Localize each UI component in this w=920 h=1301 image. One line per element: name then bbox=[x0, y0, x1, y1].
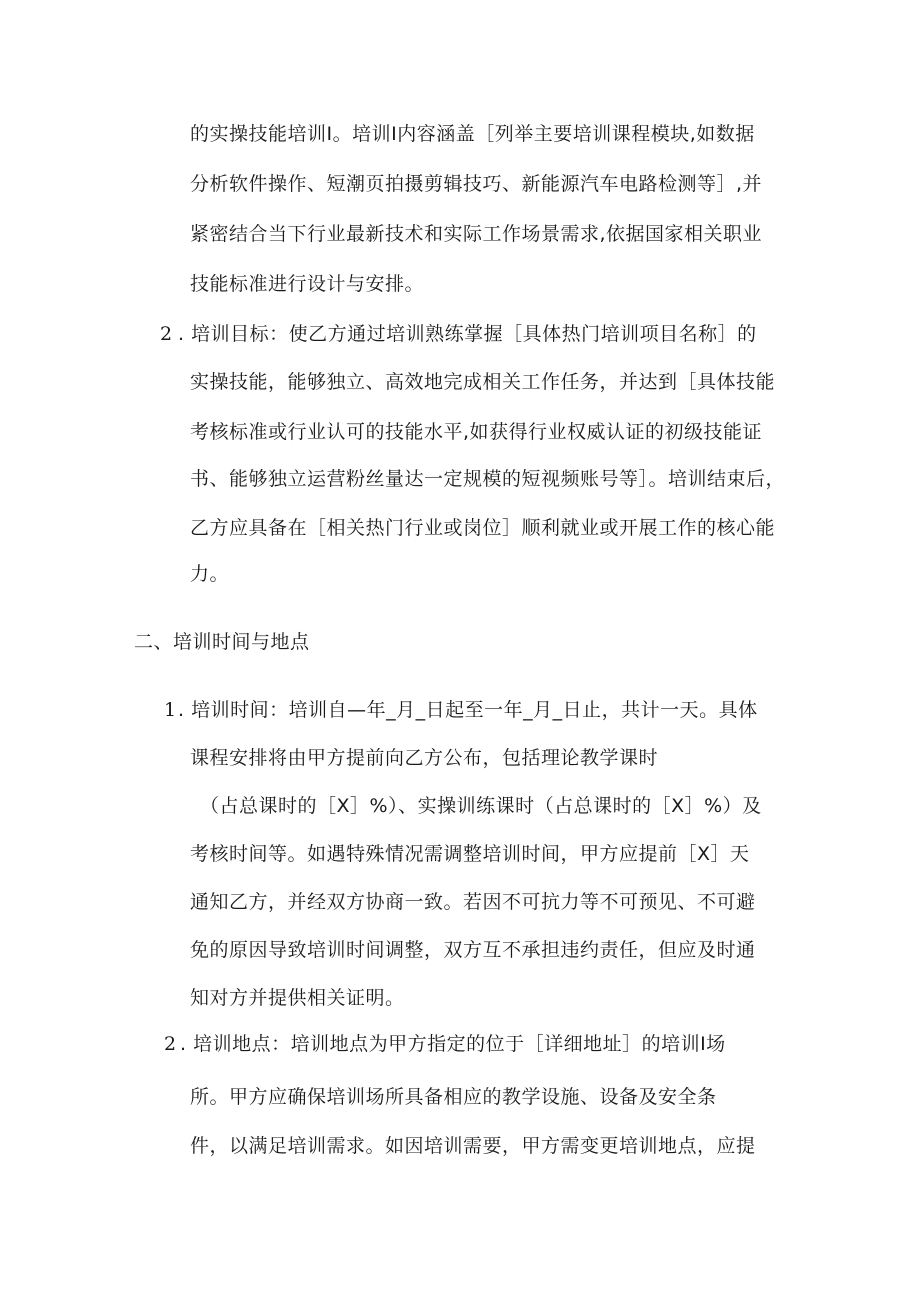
paragraph-line: . 培训时间：培训自—年_月_日起至一年_月_日止，共计一天。具体 bbox=[178, 699, 758, 721]
paragraph-line: 力。 bbox=[190, 563, 230, 585]
section-heading: 二、培训时间与地点 bbox=[134, 631, 310, 653]
paragraph-line: （占总课时的［X］%）、实操训练课时（占总课时的［X］%）及 bbox=[200, 795, 762, 817]
paragraph-line: 分析软件操作、短潮页拍摄剪辑技巧、新能源汽车电路检测等］,并 bbox=[190, 173, 763, 195]
paragraph-line: 考核标准或行业认可的技能水平,如获得行业权威认证的初级技能证 bbox=[190, 421, 763, 443]
paragraph-line: 的实操技能培训I。培训I内容涵盖［列举主要培训课程模块,如数据 bbox=[190, 123, 755, 145]
list-number: 2 bbox=[160, 323, 173, 345]
paragraph-line: 技能标准进行设计与安排。 bbox=[190, 273, 425, 295]
paragraph-line: 考核时间等。如遇特殊情况需调整培训时间，甲方应提前［X］天 bbox=[190, 843, 750, 865]
paragraph-line: . 培训目标：使乙方通过培训熟练掌握［具体热门培训项目名称］的 bbox=[178, 323, 757, 345]
paragraph-line: 所。甲方应确保培训场所具备相应的教学设施、设备及安全条 bbox=[190, 1086, 717, 1108]
paragraph-line: 乙方应具备在［相关热门行业或岗位］顺利就业或开展工作的核心能 bbox=[190, 517, 776, 539]
paragraph-line: 知对方并提供相关证明。 bbox=[190, 987, 405, 1009]
paragraph-line: 书、能够独立运营粉丝量达一定规模的短视频账号等］。培训结束后， bbox=[190, 468, 786, 490]
list-number: 1 bbox=[164, 699, 177, 721]
paragraph-line: 免的原因导致培训时间调整，双方互不承担违约责任，但应及时通 bbox=[190, 939, 756, 961]
paragraph-line: . 培训地点：培训地点为甲方指定的位于［详细地址］的培训I场 bbox=[180, 1033, 726, 1055]
list-number: 2 bbox=[164, 1033, 177, 1055]
paragraph-line: 课程安排将由甲方提前向乙方公布，包括理论教学课时 bbox=[190, 747, 659, 769]
paragraph-line: 件，以满足培训需求。如因培训需要，甲方需变更培训地点，应提 bbox=[190, 1135, 756, 1157]
paragraph-line: 紧密结合当下行业最新技术和实际工作场景需求,依据国家相关职业 bbox=[190, 223, 763, 245]
paragraph-line: 通知乙方，并经双方协商一致。若因不可抗力等不可预见、不可避 bbox=[190, 891, 756, 913]
paragraph-line: 实操技能，能够独立、高效地完成相关工作任务，并达到［具体技能 bbox=[190, 371, 776, 393]
